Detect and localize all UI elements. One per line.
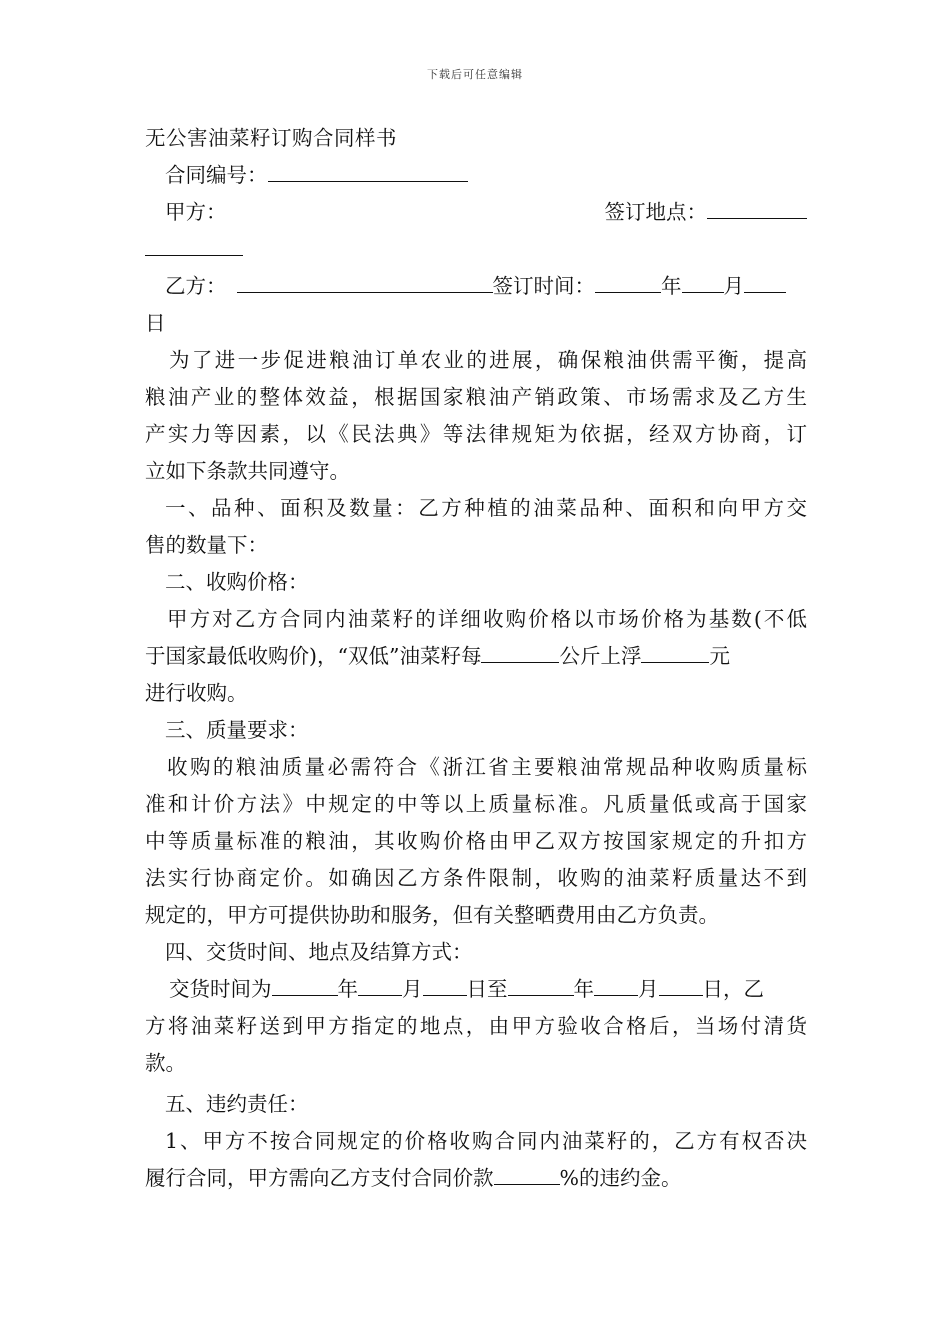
penalty-suffix: %的违约金。 [559,1166,682,1190]
section-5-line: 1、甲方不按合同规定的价格收购合同内油菜籽的，乙方有权否决 [165,1129,807,1153]
section-2-price-line [145,638,807,675]
penalty-percent-blank [494,1162,560,1185]
sign-place-label: 签订地点： [604,200,707,224]
year-label: 年 [661,274,682,298]
contract-number-line [145,157,807,194]
document-title: 无公害油菜籽订购合同样书 [145,126,397,150]
intro-line: 粮油产业的整体效益，根据国家粮油产销政策、市场需求及乙方生 [145,385,807,409]
delivery-start-day-blank [423,973,467,996]
section-3-heading: 三、质量要求： [165,718,309,742]
delivery-end-month-blank [594,973,638,996]
section-2-float-text: 公斤上浮 [559,644,642,668]
delivery-start-year-blank [272,973,338,996]
sign-place-group [605,194,808,231]
penalty-line [145,1160,807,1197]
year-label: 年 [573,977,594,1001]
sign-day-blank [744,270,786,293]
party-a-line [145,194,807,231]
party-a-label: 甲方： [165,200,227,224]
section-2-price-text: 于国家最低收购价)，“双低”油菜籽每 [145,644,482,668]
price-float-blank [641,640,709,663]
section-2-yuan-text: 元 [709,644,730,668]
intro-line: 产实力等因素，以《民法典》等法律规矩为依据，经双方协商，订 [145,422,807,446]
party-b-label: 乙方： [165,274,227,298]
section-5-heading: 五、违约责任： [165,1092,309,1116]
delivery-end-year-blank [508,973,574,996]
month-label: 月 [638,977,659,1001]
section-3-line: 规定的，甲方可提供协助和服务，但有关整晒费用由乙方负责。 [145,903,719,927]
year-label: 年 [337,977,358,1001]
delivery-end-day-blank [659,973,703,996]
party-b-blank [237,270,493,293]
delivery-start-month-blank [358,973,402,996]
header-note: 下载后可任意编辑 [427,68,523,81]
sign-place-blank [707,196,807,219]
section-4-heading: 四、交货时间、地点及结算方式： [165,940,473,964]
section-2-heading: 二、收购价格： [165,570,309,594]
section-3-line: 法实行协商定价。如确因乙方条件限制，收购的油菜籽质量达不到 [145,866,807,890]
delivery-end-text: 日，乙 [702,977,764,1001]
sign-month-blank [682,270,724,293]
contract-document [145,120,807,1197]
penalty-text: 履行合同，甲方需向乙方支付合同价款 [145,1166,494,1190]
contract-number-label: 合同编号： [165,163,268,187]
delivery-to-text: 日至 [466,977,508,1001]
price-per-kg-blank [481,640,559,663]
section-4-line: 方将油菜籽送到甲方指定的地点，由甲方验收合格后，当场付清货 [145,1014,807,1038]
section-4-line: 款。 [145,1051,186,1075]
section-2-line: 甲方对乙方合同内油菜籽的详细收购价格以市场价格为基数(不低 [167,607,807,631]
month-label: 月 [402,977,423,1001]
section-1-line: 一、品种、面积及数量：乙方种植的油菜品种、面积和向甲方交 [165,496,807,520]
contract-number-blank [268,159,468,182]
party-b-line [145,268,807,305]
section-3-line: 准和计价方法》中规定的中等以上质量标准。凡质量低或高于国家 [145,792,807,816]
delivery-time-label: 交货时间为 [169,977,272,1001]
month-label: 月 [723,274,744,298]
sign-day-line [145,305,807,342]
intro-line: 立如下条款共同遵守。 [145,459,350,483]
sign-place-continuation-line [145,231,807,268]
sign-year-blank [595,270,661,293]
section-3-line: 收购的粮油质量必需符合《浙江省主要粮油常规品种收购质量标 [167,755,807,779]
delivery-time-line [145,971,807,1008]
intro-line: 为了进一步促进粮油订单农业的进展，确保粮油供需平衡，提高 [169,348,807,372]
sign-time-label: 签订时间： [492,274,595,298]
section-2-end-line: 进行收购。 [145,681,248,705]
sign-place-blank-continued [145,233,243,256]
section-1-line: 售的数量下： [145,533,268,557]
day-label: 日 [145,311,166,335]
section-3-line: 中等质量标准的粮油，其收购价格由甲乙双方按国家规定的升扣方 [145,829,807,853]
